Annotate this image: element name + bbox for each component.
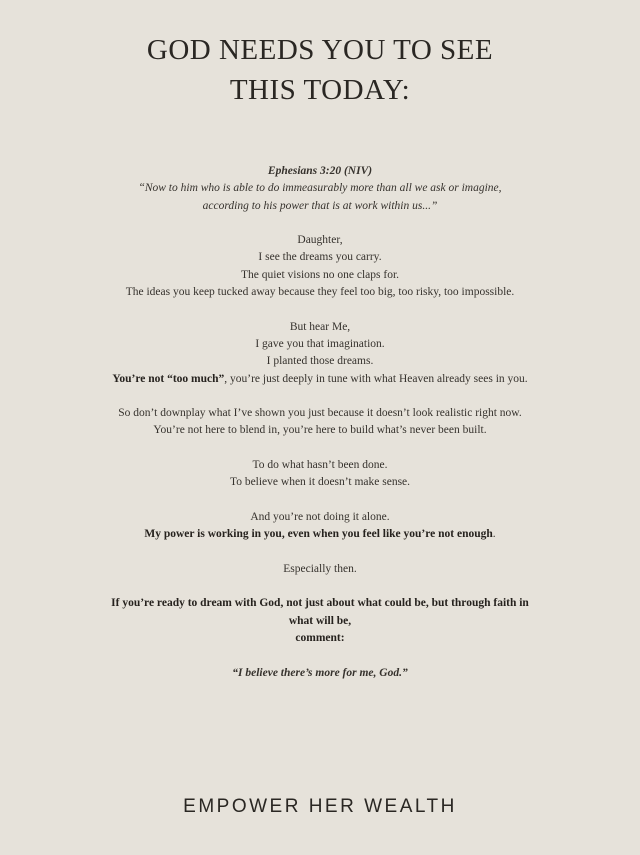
title-line-1: GOD NEEDS YOU TO SEE — [146, 34, 494, 66]
stanza-5 — [110, 509, 530, 544]
scripture-reference: Ephesians 3:20 (NIV) — [267, 165, 373, 177]
stanza-6 — [110, 561, 530, 578]
stanza-2-line-2: I gave you that imagination. — [255, 337, 385, 350]
stanza-4-line-1: To do what hasn’t been done. — [252, 459, 388, 472]
stanza-5-emphasis: My power is working in you, even when you feel like you’re not enough — [144, 528, 493, 541]
stanza-3-line-2: You’re not here to blend in, you’re here to build what’s never been built. — [153, 424, 487, 437]
call-to-action — [110, 595, 530, 647]
stanza-1 — [110, 232, 530, 301]
stanza-2-line-3: I planted those dreams. — [266, 355, 374, 368]
stanza-1-line-1: Daughter, — [297, 234, 343, 247]
title-line-2: THIS TODAY: — [229, 74, 411, 106]
stanza-5-line-2-rest: . — [492, 528, 496, 541]
stanza-2-line-1: But hear Me, — [289, 320, 351, 333]
stanza-3-line-1: So don’t downplay what I’ve shown you just because it doesn’t look realistic right now. — [118, 407, 522, 420]
stanza-2-line-4-rest: , you’re just deeply in tune with what Heaven already sees in you. — [224, 372, 528, 385]
stanza-2-emphasis: You’re not “too much” — [112, 372, 225, 385]
scripture-quote — [110, 180, 530, 215]
message-body — [110, 163, 530, 699]
stanza-6-line-1: Especially then. — [283, 562, 357, 575]
cta-text: If you’re ready to dream with God, not just about what could be, but through faith in what will be, — [111, 597, 529, 627]
stanza-1-line-4: The ideas you keep tucked away because they feel too big, too risky, too impossible. — [125, 286, 515, 299]
cta-comment: comment: — [295, 632, 345, 645]
stanza-3 — [110, 405, 530, 440]
stanza-4-line-2: To believe when it doesn’t make sense. — [229, 476, 411, 489]
brand-footer: EMPOWER HER WEALTH — [183, 796, 457, 817]
stanza-1-line-2: I see the dreams you carry. — [258, 251, 382, 264]
closing-phrase: “I believe there’s more for me, God.” — [232, 666, 408, 679]
stanza-1-line-3: The quiet visions no one claps for. — [240, 268, 400, 281]
stanza-4 — [110, 457, 530, 492]
scripture-quote-line-2: according to his power that is at work within us...” — [202, 199, 438, 212]
scripture-quote-line-1: “Now to him who is able to do immeasurably more than all we ask or imagine, — [138, 182, 502, 195]
page-title — [0, 30, 640, 110]
stanza-2 — [110, 319, 530, 388]
stanza-5-line-1: And you’re not doing it alone. — [250, 510, 390, 523]
